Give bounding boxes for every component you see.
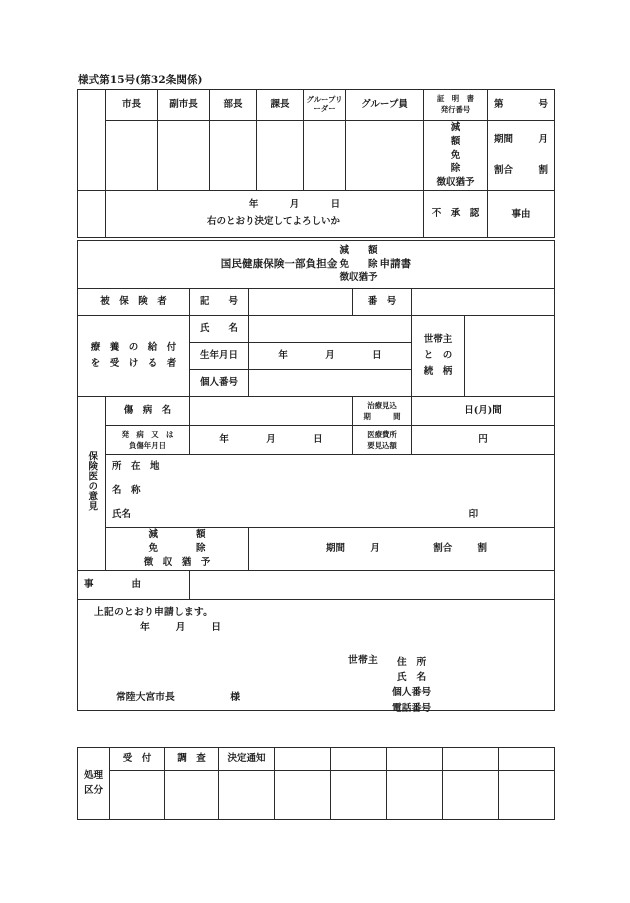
insured-symbol-label: 記 号	[190, 289, 249, 316]
decision-type-deferment: 徴収猶予	[436, 177, 475, 189]
relation-label-line2: と の	[423, 350, 453, 362]
doctor-facility-block	[106, 455, 554, 527]
approval-sign-mayor[interactable]	[106, 121, 158, 191]
application-owner-name[interactable]: 氏 名	[396, 672, 427, 684]
request-type-exemption: 免 除	[148, 543, 206, 555]
treat-period-value[interactable]	[412, 397, 555, 426]
process-side-label-line1: 処理	[83, 769, 103, 781]
cert-number-label	[424, 90, 488, 121]
form-caption: 様式第15号(第32条関係)	[78, 74, 203, 86]
insured-number-value[interactable]	[412, 289, 555, 316]
process-value-row	[78, 771, 555, 820]
cost-unit: 円	[478, 434, 488, 446]
onset-label	[106, 426, 190, 455]
process-value-receipt[interactable]	[110, 771, 165, 820]
approval-footer-row	[78, 190, 555, 237]
application-date-day: 日	[211, 622, 222, 633]
approval-sign-director[interactable]	[210, 121, 257, 191]
doctor-name-label: 氏名	[112, 509, 132, 520]
onset-day: 日	[313, 434, 323, 446]
decision-type-lines	[424, 121, 499, 190]
application-addressee-block	[116, 692, 240, 704]
treat-period-label-line2: 期 間	[363, 412, 401, 421]
application-owner-phone[interactable]: 電話番号	[391, 702, 432, 714]
application-row	[78, 600, 555, 711]
approval-sign-section-chief[interactable]	[257, 121, 304, 191]
request-type-label	[106, 528, 249, 571]
treat-period-label-line1: 治療見込	[367, 400, 397, 410]
reason-row	[78, 571, 555, 600]
recipient-mynumber-label: 個人番号	[190, 370, 249, 397]
reason-label-text: 事 由	[84, 579, 142, 591]
process-side-label-line2: 区分	[83, 784, 103, 796]
recipient-label-line1: 療 養 の 給 付	[90, 341, 177, 353]
approval-sign-vice-mayor[interactable]	[158, 121, 210, 191]
recipient-birth-month: 月	[325, 350, 335, 362]
recipient-label	[78, 316, 190, 397]
insured-row	[78, 289, 555, 316]
request-period-unit: 月	[370, 543, 380, 555]
recipient-name-label: 氏 名	[190, 316, 249, 343]
process-header-6	[387, 748, 443, 771]
reason-value[interactable]	[190, 571, 555, 600]
form-title-tail: 申請書	[379, 257, 412, 270]
relation-label-line1: 世帯主	[423, 334, 453, 346]
decision-type-exemption: 免 除	[450, 149, 499, 175]
recipient-birth-year: 年	[278, 350, 288, 362]
process-value-4[interactable]	[275, 771, 331, 820]
approval-sign-group-member[interactable]	[346, 121, 424, 191]
application-owner-address[interactable]: 住 所	[396, 657, 427, 668]
application-owner-block	[348, 655, 431, 716]
application-date[interactable]	[140, 622, 221, 634]
cost-label-line1: 医療費所	[367, 429, 397, 439]
insured-number-label: 番 号	[353, 289, 412, 316]
form-title-cell	[78, 241, 555, 289]
relation-label-line3: 続 柄	[423, 365, 453, 377]
process-header-8	[499, 748, 555, 771]
decision-rate-unit: 割	[538, 164, 548, 176]
cert-number-label-lines	[424, 94, 487, 115]
decision-rate	[488, 165, 554, 177]
facility-name-label: 名 称	[112, 485, 141, 496]
doctor-opinion-side-label	[78, 397, 106, 571]
cert-number-field[interactable]	[488, 90, 555, 121]
application-statement: 上記のとおり申請します。	[94, 607, 214, 618]
process-value-6[interactable]	[387, 771, 443, 820]
decision-period-label: 期間	[494, 133, 514, 145]
cert-number-prefix: 第	[494, 99, 504, 111]
onset-label-line1: 発 病 又 は	[121, 429, 174, 439]
reject-stamp-cell[interactable]: 不 承 認	[424, 190, 488, 237]
approval-date-day: 日	[330, 199, 341, 211]
process-header-4	[275, 748, 331, 771]
onset-month: 月	[266, 434, 276, 446]
approval-date-month: 月	[289, 199, 300, 211]
cert-number-affixes	[488, 99, 554, 111]
application-cell	[78, 600, 555, 714]
form-title-stack	[339, 244, 377, 284]
reject-reason-cell[interactable]: 事由	[488, 190, 555, 237]
decision-type-reduction: 減 額	[450, 122, 499, 147]
process-header-notification: 決定通知	[219, 748, 275, 771]
approval-question-text: 右のとおり決定してよろしいか	[206, 215, 340, 227]
request-type-reduction: 減 額	[148, 529, 206, 541]
recipient-label-line2: を 受 け る 者	[90, 358, 177, 369]
form-title-stack-reduction: 減 額	[339, 245, 378, 257]
form-title	[78, 241, 554, 288]
application-table	[77, 240, 555, 714]
recipient-birth-label: 生年月日	[190, 343, 249, 370]
approval-table	[77, 89, 555, 238]
request-rate-unit: 割	[477, 543, 488, 555]
request-type-lines	[106, 528, 248, 569]
approval-sign-group-leader[interactable]	[304, 121, 346, 191]
treat-period-unit: 日(月)間	[464, 405, 502, 417]
onset-year: 年	[219, 434, 229, 446]
request-period-label: 期間	[326, 543, 346, 555]
approval-head-group-leader: グループリーダー	[304, 90, 346, 121]
approval-header-row	[78, 90, 555, 121]
insured-label: 被 保 険 者	[78, 289, 190, 316]
relation-label	[412, 316, 465, 397]
process-value-notification[interactable]	[219, 771, 275, 820]
process-table	[77, 747, 555, 820]
decision-period-unit: 月	[538, 133, 548, 145]
approval-head-section-chief: 課長	[257, 90, 304, 121]
application-date-month: 月	[175, 622, 186, 633]
application-owner-mynumber[interactable]: 個人番号	[391, 687, 432, 699]
approval-footer-spacer	[78, 190, 106, 237]
process-header-receipt: 受 付	[110, 748, 165, 771]
relation-value[interactable]	[465, 316, 555, 397]
decision-rate-label: 割合	[494, 164, 514, 176]
disease-label: 傷 病 名	[106, 397, 190, 426]
treat-period-label	[353, 397, 412, 426]
doctor-facility-cell[interactable]	[106, 455, 555, 528]
process-value-8[interactable]	[499, 771, 555, 820]
approval-signature-row	[78, 121, 555, 191]
cert-number-label-line1: 証 明 書	[437, 94, 474, 104]
reason-label	[78, 571, 190, 600]
approval-head-group-member: グループ員	[346, 90, 424, 121]
process-header-7	[443, 748, 499, 771]
form-title-stack-deferment: 徴収猶予	[339, 272, 378, 284]
request-row	[78, 528, 555, 571]
recipient-birth-day: 日	[372, 350, 382, 362]
decision-type-label	[424, 121, 499, 191]
form-title-main: 国民健康保険一部負担金	[220, 257, 338, 270]
recipient-birth-value[interactable]	[249, 343, 412, 370]
recipient-mynumber-value[interactable]	[249, 370, 412, 397]
process-value-investigation[interactable]	[165, 771, 219, 820]
doctor-opinion-side-label-text: 保険医の意見	[86, 451, 98, 512]
cert-number-suffix: 号	[538, 99, 548, 111]
process-header-row	[78, 748, 555, 771]
onset-label-line2: 負傷年月日	[129, 441, 166, 450]
facility-address-label: 所 在 地	[112, 461, 160, 472]
approval-head-mayor: 市長	[106, 90, 158, 121]
process-header-5	[331, 748, 387, 771]
doctor-disease-row	[78, 397, 555, 426]
cost-label-line2: 要見込額	[367, 441, 397, 450]
process-side-label	[78, 748, 110, 820]
decision-period	[488, 134, 554, 146]
recipient-name-value[interactable]	[249, 316, 412, 343]
onset-value[interactable]	[190, 426, 353, 455]
form-title-stack-exemption: 免 除	[339, 258, 378, 270]
insured-symbol-value[interactable]	[249, 289, 353, 316]
process-value-7[interactable]	[443, 771, 499, 820]
application-owner-fields	[392, 655, 431, 716]
request-rate-label: 割合	[433, 543, 453, 555]
cost-label	[353, 426, 412, 455]
doctor-facility-row	[78, 455, 555, 528]
application-date-year: 年	[140, 622, 150, 633]
approval-date-year: 年	[248, 199, 259, 211]
recipient-name-row	[78, 316, 555, 343]
application-block	[78, 600, 554, 714]
application-honorific: 様	[230, 691, 240, 703]
application-owner-label: 世帯主	[348, 655, 378, 666]
doctor-onset-row	[78, 426, 555, 455]
application-addressee: 常陸大宮市長	[116, 691, 175, 703]
approval-head-director: 部長	[210, 90, 257, 121]
approval-left-spacer	[78, 90, 106, 191]
process-header-investigation: 調 査	[165, 748, 219, 771]
cost-value[interactable]	[412, 426, 555, 455]
approval-question-cell	[106, 190, 424, 237]
process-value-5[interactable]	[331, 771, 387, 820]
request-terms-value[interactable]	[249, 528, 555, 571]
approval-head-vice-mayor: 副市長	[158, 90, 210, 121]
form-title-row	[78, 241, 555, 289]
doctor-seal-label[interactable]: 印	[468, 509, 479, 520]
request-type-deferment: 徴 収 猶 予	[143, 556, 211, 568]
disease-value[interactable]	[190, 397, 353, 426]
approval-date-line[interactable]	[124, 197, 423, 214]
cert-number-label-line2: 発行番号	[440, 105, 471, 114]
